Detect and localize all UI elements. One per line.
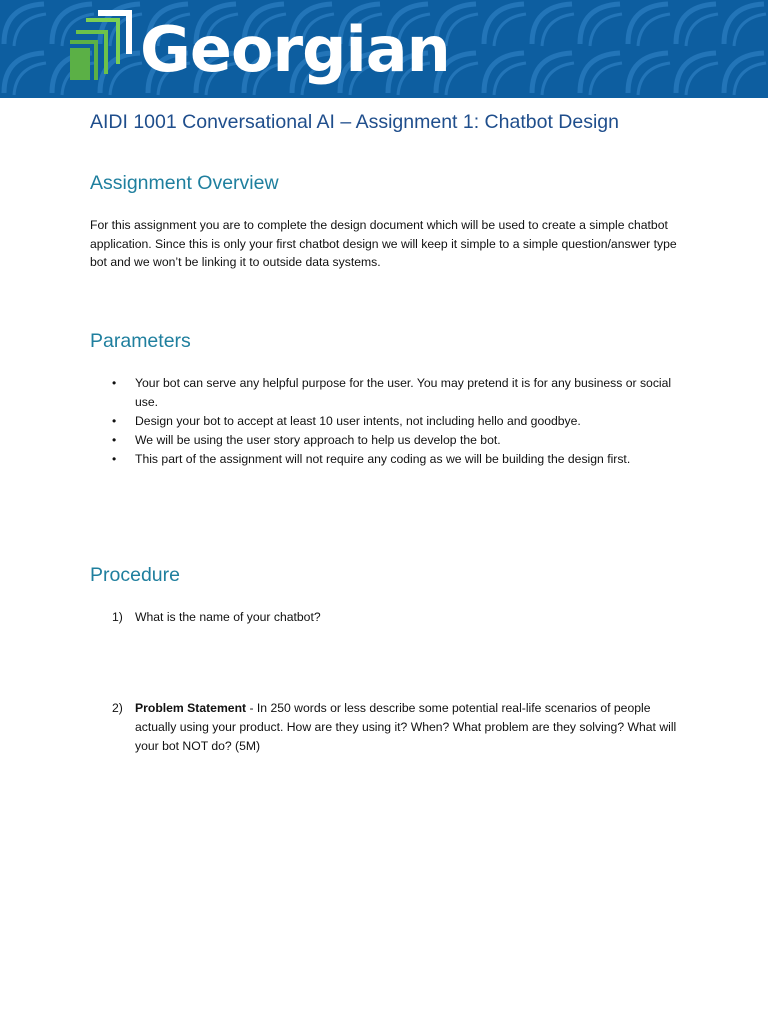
parameter-text: We will be using the user story approach to help us develop the bot. xyxy=(135,433,501,447)
step-number: 2) xyxy=(112,701,123,715)
overview-text: For this assignment you are to complete the design document which will be used to create a simple chatbot application. Since this is only your first chatbot design we will keep it simple to a simple question/answer type bot and we won’t be linking it to outside data systems. xyxy=(90,218,677,269)
document-title: AIDI 1001 Conversational AI – Assignment 1: Chatbot Design xyxy=(90,111,619,133)
step-text: - In 250 words or less describe some potential real-life scenarios of people actually using your product. How are they using it? When? What problem are they solving? What will your bot NOT do? (5M) xyxy=(135,701,677,753)
overview-heading: Assignment Overview xyxy=(90,172,279,194)
parameters-list xyxy=(90,374,690,469)
parameter-item xyxy=(90,412,690,431)
georgian-logo-icon xyxy=(68,8,136,82)
bullet-icon: • xyxy=(112,414,117,428)
bullet-icon: • xyxy=(112,433,117,447)
procedure-step-2 xyxy=(90,699,690,756)
brand-name: Georgian xyxy=(140,13,450,86)
parameter-item xyxy=(90,374,690,412)
step-text: What is the name of your chatbot? xyxy=(135,610,321,624)
parameter-text: Your bot can serve any helpful purpose for the user. You may pretend it is for any business or social use. xyxy=(135,376,672,409)
step-bold-label: Problem Statement xyxy=(135,701,247,715)
bullet-icon: • xyxy=(112,376,117,390)
parameter-text: Design your bot to accept at least 10 user intents, not including hello and goodbye. xyxy=(135,414,581,428)
parameter-item xyxy=(90,431,690,450)
header-banner xyxy=(0,0,768,98)
procedure-step-1 xyxy=(90,608,690,627)
parameters-heading: Parameters xyxy=(90,330,191,352)
procedure-heading: Procedure xyxy=(90,564,180,586)
bullet-icon: • xyxy=(112,452,117,466)
step-number: 1) xyxy=(112,610,123,624)
parameter-text: This part of the assignment will not require any coding as we will be building the design first. xyxy=(135,452,631,466)
parameter-item xyxy=(90,450,690,469)
